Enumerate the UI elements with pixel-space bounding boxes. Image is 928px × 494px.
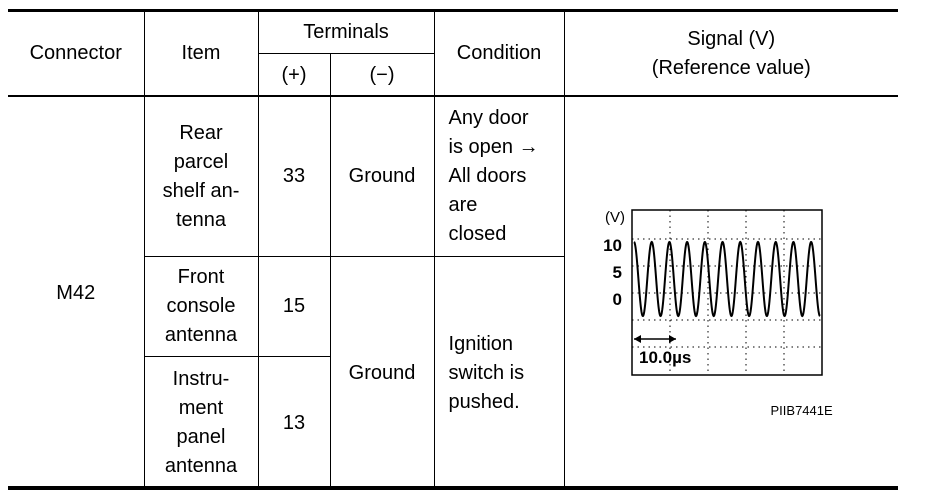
header-item: Item (144, 11, 258, 97)
item-line: ment (178, 397, 224, 419)
header-signal-line1: Signal (V) (687, 27, 776, 50)
terminal-minus-cell: Ground (330, 257, 434, 490)
item-cell-front-console (144, 257, 258, 357)
item-cell-rear-parcel (144, 97, 258, 257)
header-signal (564, 11, 898, 97)
header-condition: Condition (434, 11, 564, 97)
condition-line: closed (448, 223, 507, 245)
signal-waveform (634, 242, 820, 316)
terminal-minus-cell: Ground (330, 97, 434, 257)
header-terminal-plus: (+) (258, 54, 330, 97)
item-line: console (166, 295, 236, 317)
signal-cell (564, 97, 898, 490)
item-line: antenna (164, 324, 238, 346)
item-line: Rear (179, 121, 223, 144)
time-div-label: 10.0µs (638, 348, 691, 367)
condition-line: All doors (448, 165, 527, 187)
item-line: parcel (173, 150, 229, 173)
terminal-plus-cell: 13 (258, 357, 330, 490)
arrow-left-head (634, 335, 641, 343)
connector-cell: M42 (8, 97, 144, 490)
item-cell-instrument-panel (144, 357, 258, 490)
y-unit-label: (V) (604, 209, 625, 226)
item-line: antenna (164, 455, 238, 477)
condition-line: switch is (448, 361, 525, 384)
header-terminals: Terminals (258, 11, 434, 54)
condition-cell (434, 97, 564, 257)
terminal-plus-cell: 15 (258, 257, 330, 357)
header-signal-line2: (Reference value) (651, 56, 811, 79)
condition-line: Any door (448, 107, 529, 129)
arrow-right-head (669, 335, 676, 343)
header-connector: Connector (8, 11, 144, 97)
item-line: shelf an- (162, 179, 240, 202)
y-tick-10: 10 (602, 236, 622, 255)
condition-line: is open → (448, 136, 539, 158)
header-terminal-minus: (−) (330, 54, 434, 97)
item-line: Front (177, 266, 225, 288)
terminal-plus-cell: 33 (258, 97, 330, 257)
item-line: panel (176, 426, 226, 448)
item-line: Instru- (172, 368, 230, 390)
oscilloscope-figure (602, 205, 830, 405)
y-tick-0: 0 (612, 290, 622, 309)
signal-table (8, 10, 898, 490)
y-tick-5: 5 (612, 263, 622, 282)
oscilloscope-svg (602, 205, 830, 405)
condition-line: are (448, 194, 478, 216)
condition-line: Ignition (448, 332, 514, 355)
item-line: tenna (175, 208, 227, 231)
condition-cell (434, 257, 564, 490)
condition-line: pushed. (448, 390, 520, 413)
figure-id: PIIB7441E (770, 403, 833, 418)
